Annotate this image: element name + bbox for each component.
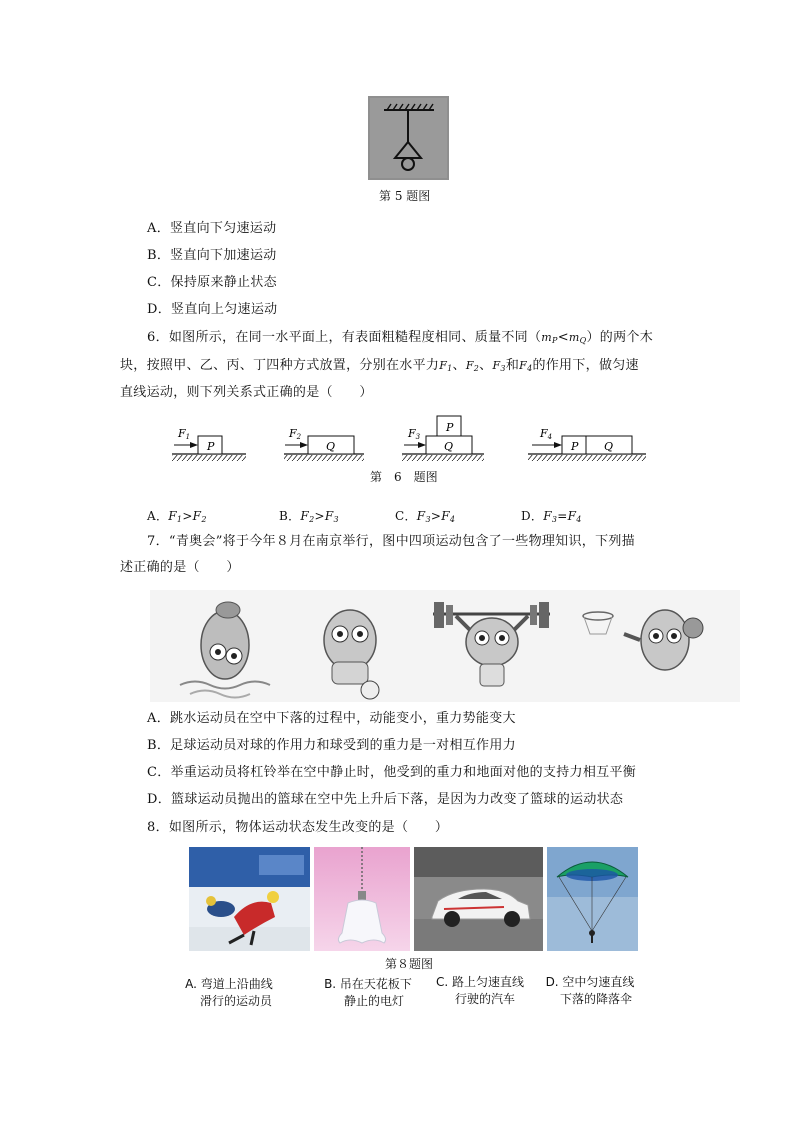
q8-label-a-line2: 滑行的运动员 [199, 994, 272, 1008]
q7-stem-line2: 述正确的是（ ） [120, 560, 240, 575]
force-label-3: F3 [408, 427, 421, 441]
q5-figure [368, 96, 449, 180]
force-f4-sub: 4 [527, 364, 533, 373]
diving-mascot [180, 602, 270, 698]
car-image [414, 847, 543, 951]
q7-figure [150, 590, 740, 702]
block-arrangements-diagram [168, 412, 658, 468]
force-f2-sub: 2 [473, 364, 480, 373]
photo-hanging-lamp [314, 847, 410, 951]
q7-stem-line1: 7．“青奥会”将于今年８月在南京举行，图中四项运动包含了一些物理知识，下列描 [147, 534, 635, 549]
block-q-3: Q [444, 440, 454, 453]
q7-option-c: C．举重运动员将杠铃举在空中静止时，他受到的重力和地面对他的支持力相互平衡 [147, 765, 637, 780]
lt-sign: < [557, 330, 569, 345]
q5-option-d: D．竖直向上匀速运动 [147, 302, 278, 317]
mascots-sports-illustration [150, 590, 740, 702]
force-f4: $F_4$ [519, 359, 533, 373]
force-f2: $F_2$ [465, 359, 480, 373]
hanging-lamp-diagram [368, 96, 449, 180]
force-f3-sub: 3 [500, 364, 506, 373]
q6-stem-line2: 块，按照甲、乙、丙、丁四种方式放置，分别在水平力$F_1$、$F_2$、$F_3$和$F_4$的作用下，做匀速 [120, 358, 639, 373]
block-p-1: P [207, 440, 215, 453]
block-p-3: P [446, 421, 454, 434]
q8-label-a [176, 976, 282, 1010]
q7-option-d: D．篮球运动员抛出的篮球在空中先上升后下落，是因为力改变了篮球的运动状态 [147, 792, 624, 807]
force-f3: $F_3$ [492, 359, 506, 373]
photo-parachute [547, 847, 638, 951]
hanging-lamp-image [314, 847, 410, 951]
q6-option-b: B．$F_2>F_3$ [279, 509, 339, 524]
q8-label-c-line1: C. 路上匀速直线 [435, 975, 524, 989]
q8-label-d-line1: D. 空中匀速直线 [545, 975, 635, 989]
force-label-4: F4 [540, 427, 553, 441]
q7-option-b: B．足球运动员对球的作用力和球受到的重力是一对相互作用力 [147, 738, 516, 753]
q8-caption: 第８题图 [385, 957, 434, 971]
q8-label-c [430, 974, 530, 1008]
arrangement-4 [528, 427, 646, 461]
block-p-4: P [571, 440, 579, 453]
q8-stem: 8．如图所示，物体运动状态发生改变的是（ ） [147, 820, 449, 835]
football-mascot [324, 610, 379, 699]
weightlifting-mascot [433, 602, 550, 686]
q6-stem-text-c: 块，按照甲、乙、丙、丁四种方式放置，分别在水平力 [120, 358, 440, 373]
parachute-image [547, 847, 638, 951]
q6-option-d: D．$F_3=F_4$ [521, 509, 582, 524]
block-q-2: Q [326, 440, 336, 453]
q5-caption: 第 5 题图 [379, 189, 431, 203]
mass-p [541, 331, 557, 344]
arrangement-3 [402, 416, 484, 461]
q5-option-a: A．竖直向下匀速运动 [147, 221, 277, 236]
q7-option-a: A．跳水运动员在空中下落的过程中，动能变小，重力势能变大 [147, 711, 516, 726]
photo-speed-skater [189, 847, 310, 951]
q6-stem-text-a: 6．如图所示，在同一水平面上，有表面粗糙程度相同、质量不同（ [147, 330, 542, 345]
force-f1: $F_1$ [439, 359, 453, 373]
mass-symbol: m [541, 331, 553, 344]
q8-label-d-line2: 下落的降落伞 [559, 992, 632, 1006]
q5-option-b: B．竖直向下加速运动 [147, 248, 277, 263]
q8-label-b-line2: 静止的电灯 [343, 994, 404, 1008]
arrangement-2 [284, 427, 364, 461]
q8-label-b-line1: B. 吊在天花板下 [324, 977, 412, 991]
q8-label-d [538, 974, 642, 1008]
mass-q-sub: Q [579, 336, 587, 345]
q6-stem-line3: 直线运动，则下列关系式正确的是（ ） [120, 385, 373, 400]
q6-stem-line1 [147, 328, 653, 351]
q8-label-a-line1: A. 弯道上沿曲线 [185, 977, 273, 991]
force-label-1: F1 [178, 427, 191, 441]
and-word: 和 [505, 358, 520, 373]
q6-caption: 第 6 题图 [370, 470, 438, 484]
force-label-2: F2 [289, 427, 302, 441]
q6-stem-text-d: 的作用下，做匀速 [532, 358, 639, 373]
mass-q: $m_Q$ [568, 331, 587, 345]
basketball-mascot [583, 610, 703, 670]
force-f1-sub: 1 [447, 364, 453, 373]
q6-option-a: A．$F_1>F_2$ [147, 509, 207, 524]
block-q-4: Q [604, 440, 614, 453]
q6-stem-text-b: ）的两个木 [586, 330, 654, 345]
q5-option-c: C．保持原来静止状态 [147, 275, 277, 290]
arrangement-1 [172, 427, 246, 461]
speed-skater-image [189, 847, 310, 951]
q6-option-c: C．$F_3>F_4$ [395, 509, 456, 524]
mass-p-sub: P [552, 336, 558, 345]
q6-figure [168, 412, 658, 468]
q8-label-c-line2: 行驶的汽车 [454, 992, 515, 1006]
photo-car [414, 847, 543, 951]
q8-label-b [318, 976, 418, 1010]
